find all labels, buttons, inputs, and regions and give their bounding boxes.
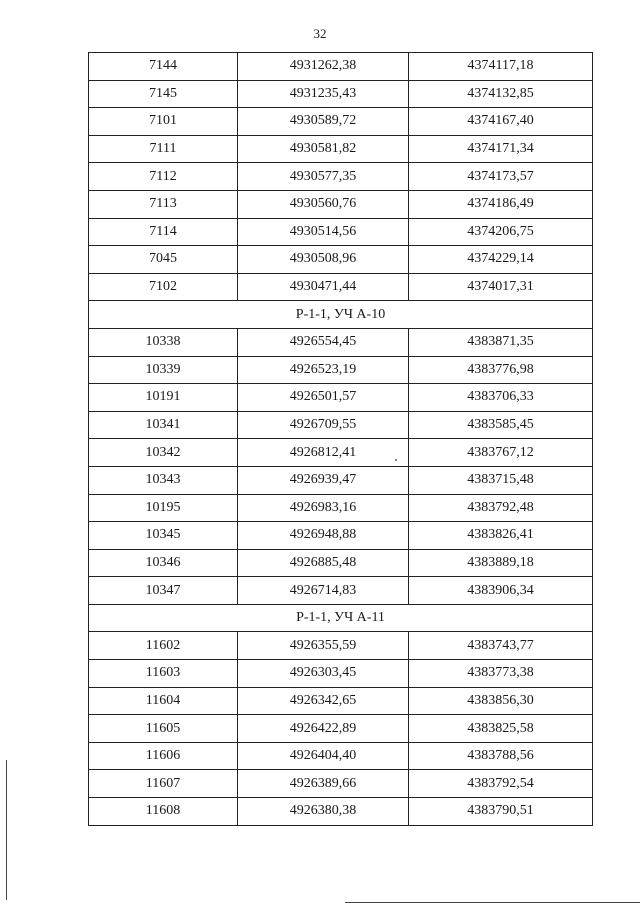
x-coordinate-cell: 4926983,16 (238, 494, 409, 522)
y-coordinate-cell: 4383585,45 (409, 411, 593, 439)
x-coordinate-cell: 4930560,76 (238, 190, 409, 218)
x-coordinate-cell: 4930508,96 (238, 246, 409, 274)
table-row (89, 798, 593, 826)
y-coordinate-cell: 4374171,34 (409, 135, 593, 163)
y-coordinate-cell: 4383743,77 (409, 632, 593, 660)
x-coordinate-cell: 4926812,41 (238, 439, 409, 467)
x-coordinate-cell: 4931262,38 (238, 53, 409, 81)
y-coordinate-cell: 4383788,56 (409, 742, 593, 770)
table-row (89, 466, 593, 494)
point-id-cell: 7101 (89, 108, 238, 136)
y-coordinate-cell: 4383792,54 (409, 770, 593, 798)
point-id-cell: 10195 (89, 494, 238, 522)
x-coordinate-cell: 4926389,66 (238, 770, 409, 798)
x-coordinate-cell: 4926948,88 (238, 522, 409, 550)
x-coordinate-cell: 4926523,19 (238, 356, 409, 384)
y-coordinate-cell: 4374117,18 (409, 53, 593, 81)
point-id-cell: 11608 (89, 798, 238, 826)
table-row (89, 190, 593, 218)
section-header-row (89, 604, 593, 632)
x-coordinate-cell: 4930589,72 (238, 108, 409, 136)
table-row (89, 715, 593, 743)
table-row (89, 384, 593, 412)
x-coordinate-cell: 4926885,48 (238, 549, 409, 577)
y-coordinate-cell: 4383825,58 (409, 715, 593, 743)
point-id-cell: 10191 (89, 384, 238, 412)
table-row (89, 632, 593, 660)
y-coordinate-cell: 4374167,40 (409, 108, 593, 136)
y-coordinate-cell: 4374229,14 (409, 246, 593, 274)
table-row (89, 660, 593, 688)
y-coordinate-cell: 4383856,30 (409, 687, 593, 715)
point-id-cell: 10346 (89, 549, 238, 577)
point-id-cell: 10338 (89, 328, 238, 356)
table-row (89, 163, 593, 191)
x-coordinate-cell: 4926501,57 (238, 384, 409, 412)
x-coordinate-cell: 4930471,44 (238, 273, 409, 301)
point-id-cell: 10342 (89, 439, 238, 467)
point-id-cell: 11605 (89, 715, 238, 743)
coordinates-table (88, 52, 593, 826)
y-coordinate-cell: 4374206,75 (409, 218, 593, 246)
point-id-cell: 11607 (89, 770, 238, 798)
table-row (89, 439, 593, 467)
y-coordinate-cell: 4374132,85 (409, 80, 593, 108)
y-coordinate-cell: 4383773,38 (409, 660, 593, 688)
point-id-cell: 11606 (89, 742, 238, 770)
table-row (89, 328, 593, 356)
table-row (89, 218, 593, 246)
page-number: 32 (313, 26, 327, 41)
point-id-cell: 11603 (89, 660, 238, 688)
y-coordinate-cell: 4383792,48 (409, 494, 593, 522)
x-coordinate-cell: 4926939,47 (238, 466, 409, 494)
point-id-cell: 10345 (89, 522, 238, 550)
x-coordinate-cell: 4930514,56 (238, 218, 409, 246)
point-id-cell: 10347 (89, 577, 238, 605)
point-id-cell: 11602 (89, 632, 238, 660)
table-row (89, 135, 593, 163)
point-id-cell: 10343 (89, 466, 238, 494)
y-coordinate-cell: 4383906,34 (409, 577, 593, 605)
scan-edge-left (6, 760, 7, 900)
x-coordinate-cell: 4926554,45 (238, 328, 409, 356)
point-id-cell: 7111 (89, 135, 238, 163)
x-coordinate-cell: 4926714,83 (238, 577, 409, 605)
section-header-row (89, 301, 593, 329)
x-coordinate-cell: 4926355,59 (238, 632, 409, 660)
x-coordinate-cell: 4926380,38 (238, 798, 409, 826)
table-row (89, 494, 593, 522)
table-row (89, 80, 593, 108)
point-id-cell: 7113 (89, 190, 238, 218)
x-coordinate-cell: 4926303,45 (238, 660, 409, 688)
point-id-cell: 7045 (89, 246, 238, 274)
table-row (89, 742, 593, 770)
x-coordinate-cell: 4926342,65 (238, 687, 409, 715)
x-coordinate-cell: 4931235,43 (238, 80, 409, 108)
table-row (89, 246, 593, 274)
y-coordinate-cell: 4374173,57 (409, 163, 593, 191)
table-row (89, 522, 593, 550)
y-coordinate-cell: 4383826,41 (409, 522, 593, 550)
x-coordinate-cell: 4926404,40 (238, 742, 409, 770)
x-coordinate-cell: 4926422,89 (238, 715, 409, 743)
scan-speck (395, 459, 397, 461)
y-coordinate-cell: 4383767,12 (409, 439, 593, 467)
table-row (89, 356, 593, 384)
point-id-cell: 11604 (89, 687, 238, 715)
x-coordinate-cell: 4930581,82 (238, 135, 409, 163)
point-id-cell: 7114 (89, 218, 238, 246)
table-row (89, 108, 593, 136)
y-coordinate-cell: 4374186,49 (409, 190, 593, 218)
point-id-cell: 10341 (89, 411, 238, 439)
table-row (89, 770, 593, 798)
table-row (89, 687, 593, 715)
table-row (89, 577, 593, 605)
y-coordinate-cell: 4383871,35 (409, 328, 593, 356)
table-row (89, 273, 593, 301)
point-id-cell: 7145 (89, 80, 238, 108)
point-id-cell: 7144 (89, 53, 238, 81)
point-id-cell: 10339 (89, 356, 238, 384)
point-id-cell: 7112 (89, 163, 238, 191)
table-row (89, 549, 593, 577)
y-coordinate-cell: 4383715,48 (409, 466, 593, 494)
y-coordinate-cell: 4383776,98 (409, 356, 593, 384)
table-row (89, 53, 593, 81)
x-coordinate-cell: 4926709,55 (238, 411, 409, 439)
table-row (89, 411, 593, 439)
section-heading: Р-1-1, УЧ А-11 (89, 604, 593, 632)
point-id-cell: 7102 (89, 273, 238, 301)
coordinates-table-body (89, 53, 593, 826)
x-coordinate-cell: 4930577,35 (238, 163, 409, 191)
section-heading: Р-1-1, УЧ А-10 (89, 301, 593, 329)
y-coordinate-cell: 4383790,51 (409, 798, 593, 826)
y-coordinate-cell: 4374017,31 (409, 273, 593, 301)
y-coordinate-cell: 4383889,18 (409, 549, 593, 577)
scan-edge-bottom (345, 902, 640, 903)
y-coordinate-cell: 4383706,33 (409, 384, 593, 412)
